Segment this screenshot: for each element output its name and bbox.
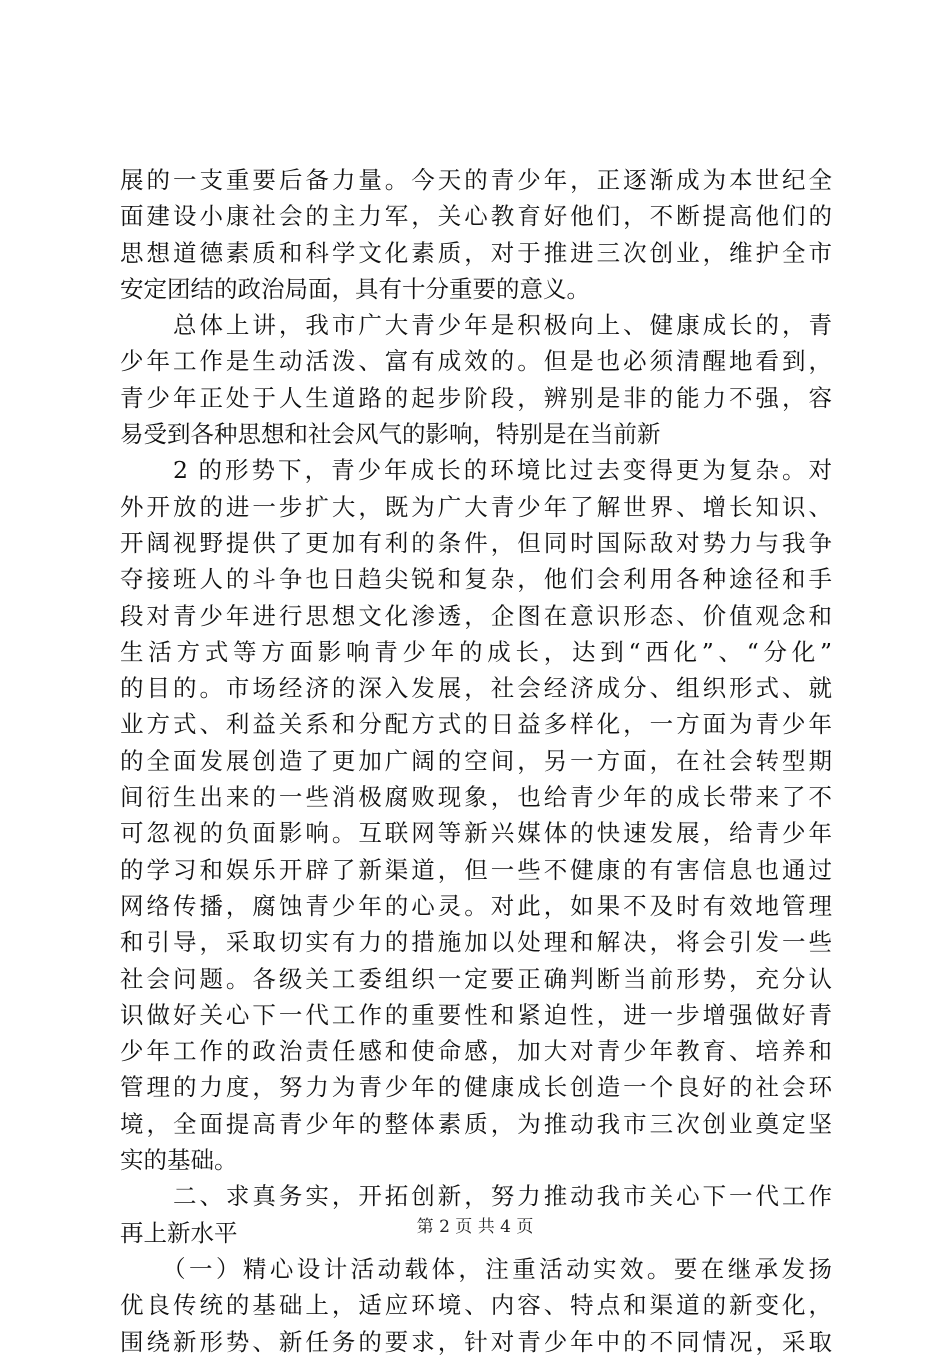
text-line: 识做好关心下一代工作的重要性和紧迫性，进一步增强做好青 bbox=[120, 1000, 832, 1029]
page-footer bbox=[0, 1212, 950, 1237]
text-line: 易受到各种思想和社会风气的影响，特别是在当前新 bbox=[120, 420, 661, 449]
text-line: 开阔视野提供了更加有利的条件，但同时国际敌对势力与我争 bbox=[120, 528, 832, 557]
text-line: 的目的。市场经济的深入发展，社会经济成分、组织形式、就 bbox=[120, 674, 832, 703]
text-line: 2 的形势下，青少年成长的环境比过去变得更为复杂。对 bbox=[120, 456, 832, 485]
text-line: 生活方式等方面影响青少年的成长，达到“西化”、“分化” bbox=[120, 637, 832, 666]
text-line: 管理的力度，努力为青少年的健康成长创造一个良好的社会环 bbox=[120, 1073, 832, 1102]
text-line: 可忽视的负面影响。互联网等新兴媒体的快速发展，给青少年 bbox=[120, 819, 832, 848]
text-line: 优良传统的基础上，适应环境、内容、特点和渠道的新变化， bbox=[120, 1291, 832, 1320]
text-line: 少年工作是生动活泼、富有成效的。但是也必须清醒地看到， bbox=[120, 347, 832, 376]
text-line: 安定团结的政治局面，具有十分重要的意义。 bbox=[120, 274, 590, 303]
text-line: 面建设小康社会的主力军，关心教育好他们，不断提高他们的 bbox=[120, 202, 832, 231]
text-line: 和引导，采取切实有力的措施加以处理和解决，将会引发一些 bbox=[120, 928, 832, 957]
text-line: 的学习和娱乐开辟了新渠道，但一些不健康的有害信息也通过 bbox=[120, 855, 832, 884]
text-line: 总体上讲，我市广大青少年是积极向上、健康成长的，青 bbox=[120, 311, 832, 340]
page-number-label: 第 2 页 共 4 页 bbox=[416, 1217, 534, 1237]
text-line: 二、求真务实，开拓创新，努力推动我市关心下一代工作 bbox=[120, 1182, 832, 1211]
text-line: 的全面发展创造了更加广阔的空间，另一方面，在社会转型期 bbox=[120, 746, 832, 775]
text-line: 展的一支重要后备力量。今天的青少年，正逐渐成为本世纪全 bbox=[120, 166, 832, 194]
document-body bbox=[120, 162, 832, 1360]
text-line: 实的基础。 bbox=[120, 1146, 238, 1175]
text-line: 夺接班人的斗争也日趋尖锐和复杂，他们会利用各种途径和手 bbox=[120, 565, 832, 594]
text-line: 外开放的进一步扩大，既为广大青少年了解世界、增长知识、 bbox=[120, 492, 832, 521]
text-line: （一）精心设计活动载体，注重活动实效。要在继承发扬 bbox=[120, 1254, 832, 1283]
text-line: 境，全面提高青少年的整体素质，为推动我市三次创业奠定坚 bbox=[120, 1109, 832, 1138]
text-line: 间衍生出来的一些消极腐败现象，也给青少年的成长带来了不 bbox=[120, 783, 832, 812]
text-line: 再上新水平 bbox=[120, 1218, 238, 1247]
text-line: 青少年正处于人生道路的起步阶段，辨别是非的能力不强，容 bbox=[120, 383, 832, 412]
text-line: 段对青少年进行思想文化渗透，企图在意识形态、价值观念和 bbox=[120, 601, 832, 630]
text-line: 思想道德素质和科学文化素质，对于推进三次创业，维护全市 bbox=[120, 238, 832, 267]
text-line: 少年工作的政治责任感和使命感，加大对青少年教育、培养和 bbox=[120, 1037, 832, 1066]
text-line: 围绕新形势、新任务的要求，针对青少年中的不同情况，采取 bbox=[120, 1327, 832, 1356]
text-line: 社会问题。各级关工委组织一定要正确判断当前形势，充分认 bbox=[120, 964, 832, 993]
text-line: 业方式、利益关系和分配方式的日益多样化，一方面为青少年 bbox=[120, 710, 832, 739]
text-line: 网络传播，腐蚀青少年的心灵。对此，如果不及时有效地管理 bbox=[120, 891, 832, 920]
